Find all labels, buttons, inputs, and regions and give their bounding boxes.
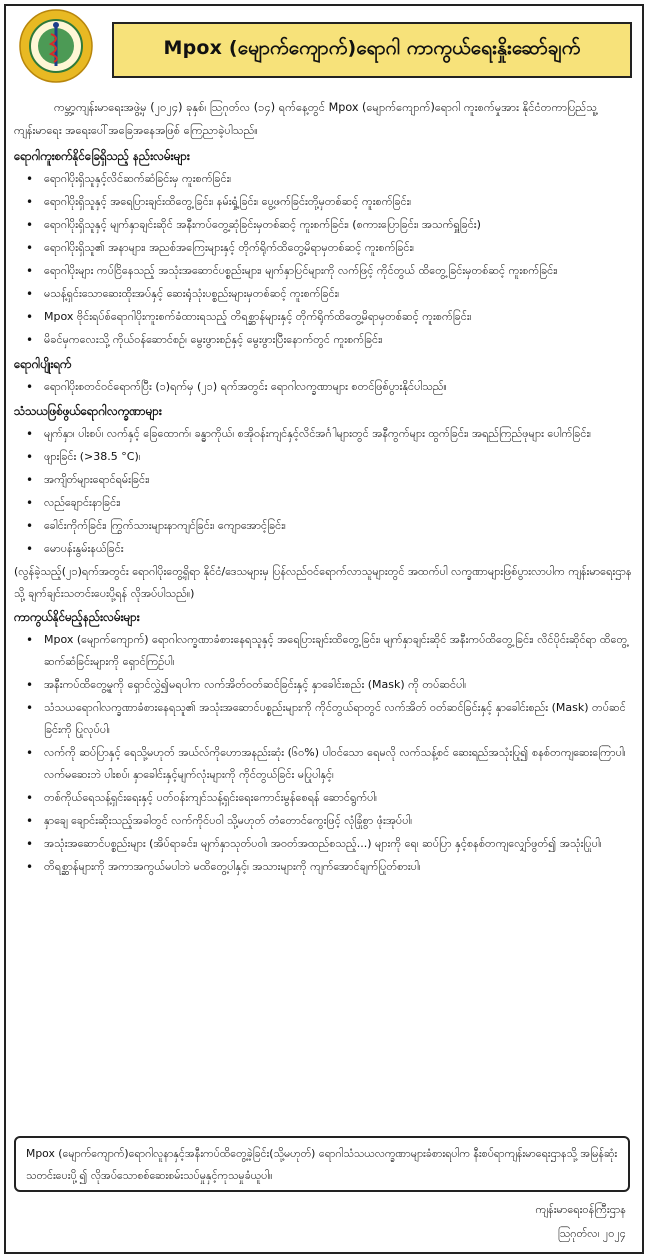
list-item: • မသန့်ရှင်းသောဆေးထိုးအပ်နှင့် ဆေးရုံသုံးပစ္စည်းများမှတစ်ဆင့် ကူးစက်ခြင်း၊ — [34, 283, 634, 305]
bullet-list — [14, 168, 634, 351]
section-title: ရောဂါပျိုးရက် — [14, 357, 72, 371]
list-item: • မိခင်မှကလေးသို့ ကိုယ်ဝန်ဆောင်စဉ်၊ မွေးဖွားစဉ်နှင့် မွေးဖွားပြီးနောက်တွင် ကူးစက်ခြင်း၊ — [34, 329, 634, 351]
section-title: ကာကွယ်နိုင်မည့်နည်းလမ်းများ — [14, 610, 140, 624]
list-item: • လည်ချောင်းနာခြင်း၊ — [34, 492, 634, 514]
list-item: • ရောဂါပိုးရှိသူနှင့် အရေပြားချင်းထိတွေ့ခြင်း၊ နမ်းရှုံ့ခြင်း၊ ပွေ့ဖက်ခြင်းတို့မှတစ်ဆင့် ကူးစက်ခြင်း၊ — [34, 191, 634, 213]
list-item: • ရောဂါပိုးများ ကပ်ငြိနေသည့် အသုံးအဆောင်ပစ္စည်းများ၊ မျက်နှာပြင်များကို လက်ဖြင့် ကိုင်တွယ် ထိတွေ့ခြင်းမှတစ်ဆင့် ကူးစက်ခြင်း၊ — [34, 260, 634, 282]
list-item: • အနီးကပ်ထိတွေ့မှုကို ရှောင်လွှဲ၍မရပါက လက်အိတ်ဝတ်ဆင်ခြင်းနှင့် နှာခေါင်းစည်း (Mask) ကို တပ်ဆင်ပါ၊ — [34, 674, 634, 696]
list-item: • အကျိတ်များရောင်ရမ်းခြင်း၊ — [34, 469, 634, 491]
section-3 — [14, 605, 634, 878]
list-item: • Mpox (မျောက်ကျောက်) ရောဂါလက္ခဏာခံစားနေရသူနှင့် အရေပြားချင်းထိတွေ့ခြင်း၊ မျက်နှာချင်းဆိုင် အနီးကပ်ထိတွေ့ခြင်း၊ လိင်ပိုင်းဆိုင်ရာ ထိတွေ့ဆက်ဆံခြင်းများကို ရှောင်ကြဉ်ပါ၊ — [34, 629, 634, 673]
signature-block — [536, 1198, 626, 1246]
list-item: • အသုံးအဆောင်ပစ္စည်းများ (အိပ်ရာခင်း၊ မျက်နှာသုတ်ပဝါ၊ အဝတ်အထည်စသည့်...) များကို ရေ၊ ဆပ်ပြာ နှင့်စနစ်တကျလျှော်ဖွတ်၍ အသုံးပြုပါ၊ — [34, 833, 634, 855]
list-item: • မောပန်းနွမ်းနယ်ခြင်း — [34, 538, 634, 560]
list-item: • ရောဂါပိုးရှိသူ၏ အနာများ၊ အညစ်အကြေးများနှင့် တိုက်ရိုက်ထိတွေ့မိရာမှတစ်ဆင့် ကူးစက်ခြင်း၊ — [34, 237, 634, 259]
section-0 — [14, 144, 634, 351]
list-item: • ခေါင်းကိုက်ခြင်း၊ ကြွက်သားများနာကျင်ခြင်း၊ ကျောအောင့်ခြင်း၊ — [34, 515, 634, 537]
list-item: • ဖျားခြင်း (>38.5 °C)၊ — [34, 446, 634, 468]
notice-box — [14, 1136, 630, 1192]
main-content — [14, 96, 634, 879]
list-item: • နှာချေ ချောင်းဆိုးသည့်အခါတွင် လက်ကိုင်ပဝါ သို့မဟုတ် တံတောင်ကွေးဖြင့် လုံခြုံစွာ ဖုံးအုပ်ပါ၊ — [34, 810, 634, 832]
list-item: • တစ်ကိုယ်ရေသန့်ရှင်းရေးနှင့် ပတ်ဝန်းကျင်သန့်ရှင်းရေးကောင်းမွန်စေရန် ဆောင်ရွက်ပါ၊ — [34, 787, 634, 809]
list-item: • လက်ကို ဆပ်ပြာနှင့် ရေသို့မဟုတ် အယ်လ်ကိုဟောအနည်းဆုံး (၆၀%) ပါဝင်သော ရေမလို လက်သန့်စင် ဆေးရည်အသုံးပြု၍ စနစ်တကျဆေးကြောပါ၊ လက်မဆေးဘဲ ပါးစပ်၊ နှာခေါင်းနှင့်မျက်လုံးများကို ကိုင်တွယ်ခြင်း မပြုပါနှင့်၊ — [34, 742, 634, 786]
section-note: (လွန်ခဲ့သည့်(၂၁)ရက်အတွင်း ရောဂါပိုးတွေ့ရှိရာ နိုင်ငံ/ဒေသများမှ ပြန်လည်ဝင်ရောက်လာသူများတွင် အထက်ပါ လက္ခဏာများဖြစ်ပွားလာပါက ကျန်းမာရေးဌာနသို့ ချက်ချင်းသတင်းပေးပို့ရန် လိုအပ်ပါသည်။) — [14, 565, 632, 600]
section-1 — [14, 352, 634, 398]
list-item: • ရောဂါပိုးရှိသူနှင့်လိင်ဆက်ဆံခြင်းမှ ကူးစက်ခြင်း၊ — [34, 168, 634, 190]
signature-date: ဩဂုတ်လ၊ ၂၀၂၄ — [557, 1227, 626, 1240]
ministry-of-health-logo-icon — [18, 8, 94, 84]
section-title: သံသယဖြစ်ဖွယ်ရောဂါလက္ခဏာများ — [14, 404, 162, 418]
list-item: • ရောဂါပိုးစတင်ဝင်ရောက်ပြီး (၁)ရက်မှ (၂၁) ရက်အတွင်း ရောဂါလက္ခဏာများ စတင်ဖြစ်ပွားနိုင်ပါသည်။ — [34, 376, 634, 398]
list-item: • Mpox ဗိုင်းရပ်စ်ရောဂါပိုးကူးစက်ခံထားရသည့် တိရစ္ဆာန်များနှင့် တိုက်ရိုက်ထိတွေ့မိရာမှတစ်ဆင့် ကူးစက်ခြင်း၊ — [34, 306, 634, 328]
page-title: Mpox (မျောက်ကျောက်)ရောဂါ ကာကွယ်ရေးနှိုးဆော်ချက် — [163, 37, 581, 59]
header — [10, 8, 636, 88]
bullet-list — [14, 629, 634, 878]
intro-paragraph: ကမ္ဘာ့ကျန်းမာရေးအဖွဲ့မှ (၂၀၂၄) ခုနှစ်၊ ဩဂုတ်လ (၁၄) ရက်နေ့တွင် Mpox (မျောက်ကျောက်)ရောဂါ ကူးစက်မှုအား နိုင်ငံတကာပြည်သူ့ကျန်းမာရေး အရေးပေါ်အခြေအနေအဖြစ် ကြေညာခဲ့ပါသည်။ — [14, 101, 598, 137]
bullet-list — [14, 376, 634, 398]
list-item: • မျက်နှာ၊ ပါးစပ်၊ လက်နှင့် ခြေထောက်၊ ခန္ဓာကိုယ်၊ စအိုဝန်းကျင်နှင့်လိင်အင်္ဂါများတွင် အနီကွက်များ ထွက်ခြင်း၊ အရည်ကြည်ဖုများ ပေါက်ခြင်း၊ — [34, 423, 634, 445]
section-title: ရောဂါကူးစက်နိုင်ခြေရှိသည့် နည်းလမ်းများ — [14, 149, 190, 163]
notice-text: Mpox (မျောက်ကျောက်)ရောဂါလူနာနှင့်အနီးကပ်ထိတွေ့ခဲ့ခြင်း(သို့မဟုတ်) ရောဂါသံသယလက္ခဏာများခံစားရပါက နီးစပ်ရာကျန်းမာရေးဌာနသို့ အမြန်ဆုံးသတင်းပေးပို့၍ လိုအပ်သောစစ်ဆေးစမ်းသပ်မှုနှင့်ကုသမှုခံယူပါ။ — [26, 1147, 618, 1182]
title-banner — [112, 22, 632, 78]
list-item: • ရောဂါပိုးရှိသူနှင့် မျက်နှာချင်းဆိုင် အနီးကပ်တွေ့ဆုံခြင်းမှတစ်ဆင့် ကူးစက်ခြင်း၊ (စကားပြောခြင်း၊ အသက်ရှူခြင်း) — [34, 214, 634, 236]
list-item: • သံသယရောဂါလက္ခဏာခံစားနေရသူ၏ အသုံးအဆောင်ပစ္စည်းများကို ကိုင်တွယ်ရာတွင် လက်အိတ် ဝတ်ဆင်ခြင်းနှင့် နှာခေါင်းစည်း (Mask) တပ်ဆင်ခြင်းကို ပြုလုပ်ပါ၊ — [34, 697, 634, 741]
section-2 — [14, 399, 634, 605]
list-item: • တိရစ္ဆာန်များကို အကာအကွယ်မပါဘဲ မထိတွေ့ပါနှင့်၊ အသားများကို ကျက်အောင်ချက်ပြုတ်စားပါ၊ — [34, 856, 634, 878]
signature-org: ကျန်းမာရေးဝန်ကြီးဌာန — [535, 1203, 626, 1216]
bullet-list — [14, 423, 634, 560]
